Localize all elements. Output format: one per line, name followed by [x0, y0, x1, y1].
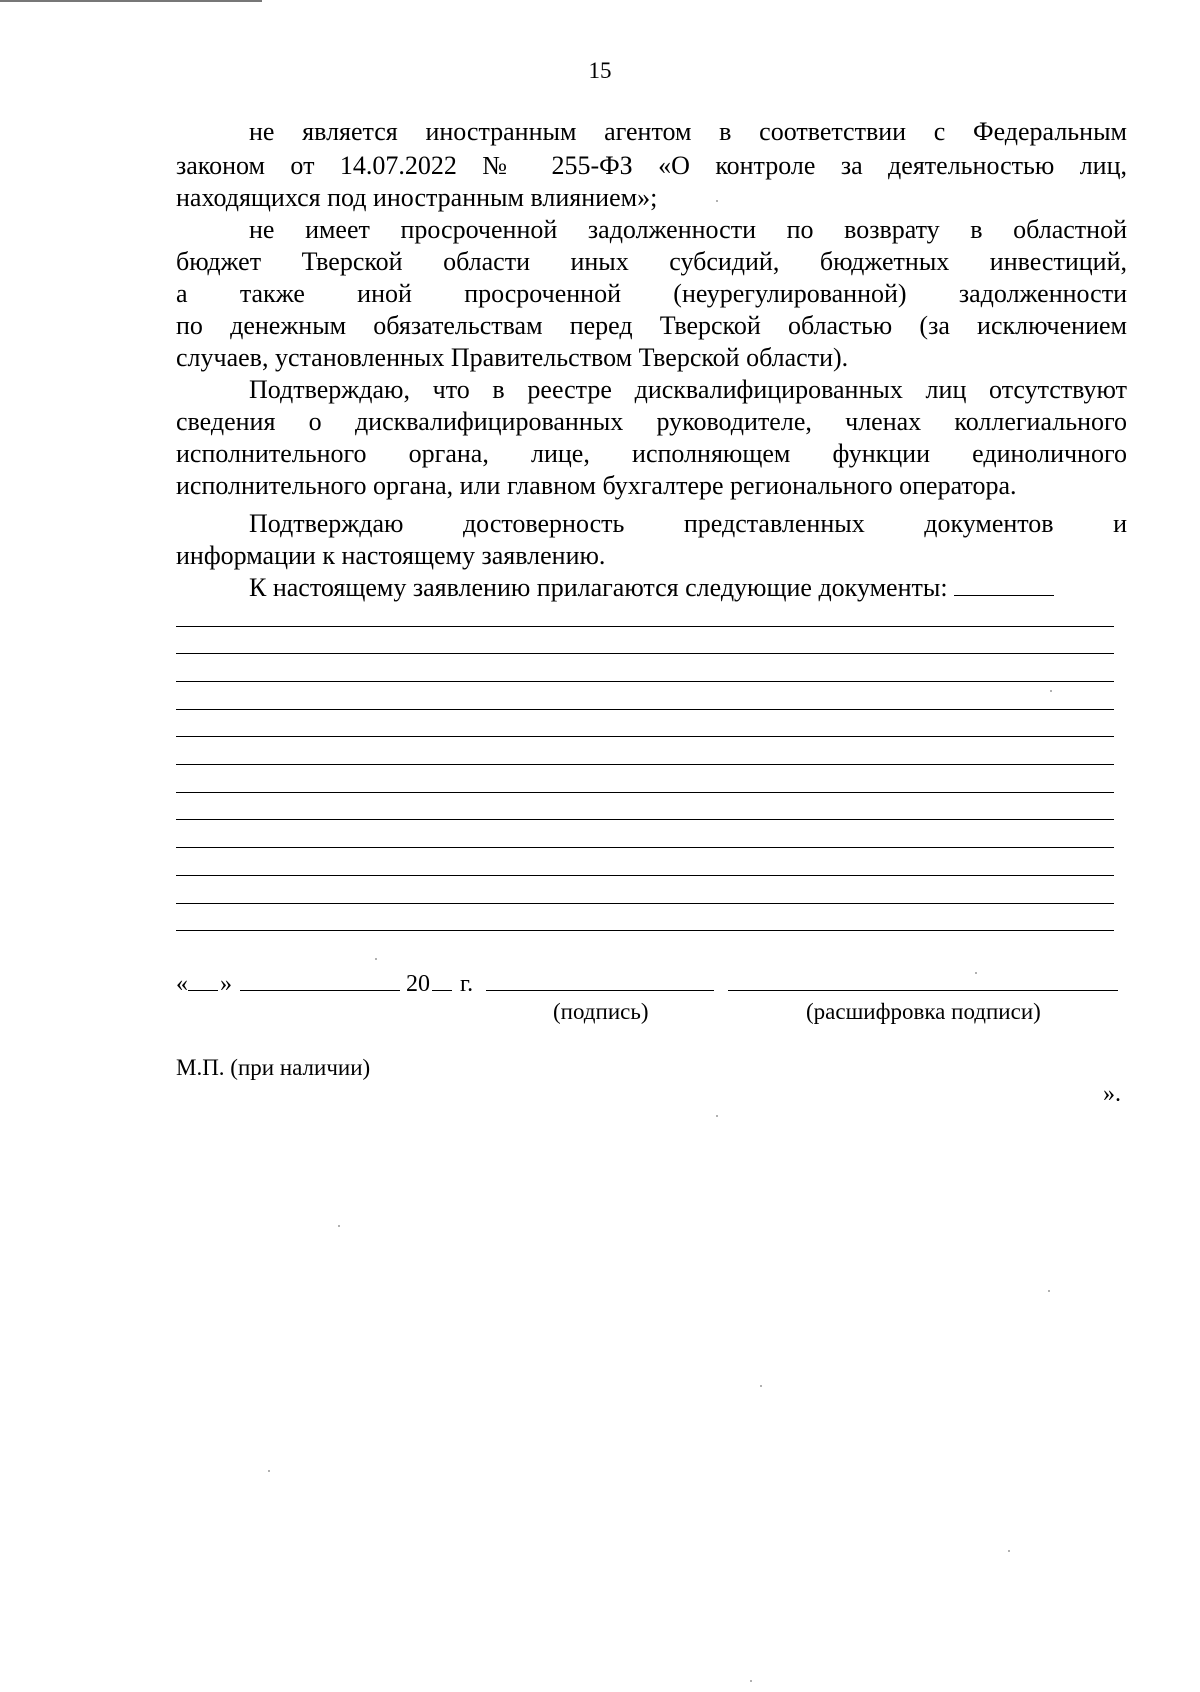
decoding-blank[interactable]: [728, 968, 1118, 991]
scan-speck: [750, 1680, 752, 1682]
page-number: 15: [588, 58, 612, 83]
quote-close: »: [220, 971, 232, 997]
closing-quote: ».: [1103, 1081, 1121, 1107]
scan-speck: [338, 1225, 340, 1227]
year-suffix: г.: [460, 971, 474, 997]
scan-speck: [760, 1385, 762, 1387]
blank-line-4[interactable]: [176, 709, 1114, 710]
paragraph-1-line-1: не является иностранным агентом в соответствии с Федеральным: [249, 117, 1127, 146]
signature-row: [176, 968, 1127, 1000]
seal-note: М.П. (при наличии): [176, 1055, 371, 1080]
blank-line-6[interactable]: [176, 764, 1114, 765]
quote-open: «: [176, 971, 188, 997]
paragraph-1-line-2: законом от 14.07.2022 № 255-ФЗ «О контроле за деятельностью лиц,: [176, 151, 1127, 180]
attachments-intro: [176, 572, 1127, 604]
scan-speck: [1050, 690, 1052, 692]
paragraph-2-line-3: а также иной просроченной (неурегулированной) задолженности: [176, 279, 1127, 308]
scan-speck: [1048, 1290, 1050, 1292]
decoding-caption: (расшифровка подписи): [806, 999, 1041, 1024]
blank-line-10[interactable]: [176, 875, 1114, 876]
paragraph-2-line-4: по денежным обязательствам перед Тверской областью (за исключением: [176, 311, 1127, 340]
blank-line-8[interactable]: [176, 819, 1114, 820]
top-edge-line: [0, 0, 262, 2]
paragraph-1-line-3: находящихся под иностранным влиянием»;: [176, 183, 658, 212]
scan-speck: [716, 200, 718, 202]
paragraph-3-line-1: Подтверждаю, что в реестре дисквалифицированных лиц отсутствуют: [249, 375, 1127, 404]
blank-line-7[interactable]: [176, 792, 1114, 793]
blank-line-2[interactable]: [176, 653, 1114, 654]
blank-line-11[interactable]: [176, 903, 1114, 904]
year-prefix: 20: [406, 971, 430, 997]
year-blank[interactable]: [432, 968, 452, 991]
paragraph-4-line-2: информации к настоящему заявлению.: [176, 541, 606, 570]
blank-line-1[interactable]: [176, 626, 1114, 627]
attachments-intro-text: К настоящему заявлению прилагаются следующие документы:: [249, 573, 948, 602]
blank-line-3[interactable]: [176, 681, 1114, 682]
paragraph-3-line-2: сведения о дисквалифицированных руководителе, членах коллегиального: [176, 407, 1127, 436]
signature-caption: (подпись): [553, 999, 649, 1024]
paragraph-2-line-2: бюджет Тверской области иных субсидий, бюджетных инвестиций,: [176, 247, 1127, 276]
blank-line-5[interactable]: [176, 736, 1114, 737]
paragraph-2-line-5: случаев, установленных Правительством Тверской области).: [176, 343, 849, 372]
paragraph-4-line-1: Подтверждаю достоверность представленных документов и: [249, 509, 1127, 538]
paragraph-2-line-1: не имеет просроченной задолженности по возврату в областной: [249, 215, 1127, 244]
scan-speck: [375, 958, 377, 960]
month-blank[interactable]: [240, 968, 400, 991]
day-blank[interactable]: [188, 968, 218, 991]
attachments-blank-line[interactable]: [954, 595, 1054, 596]
signature-blank[interactable]: [486, 968, 714, 991]
scan-speck: [1008, 1550, 1010, 1552]
scan-speck: [975, 972, 977, 974]
blank-line-9[interactable]: [176, 847, 1114, 848]
scan-speck: [716, 1115, 718, 1117]
blank-line-12[interactable]: [176, 930, 1114, 931]
scan-speck: [268, 1470, 270, 1472]
paragraph-3-line-3: исполнительного органа, лице, исполняющем функции единоличного: [176, 439, 1127, 468]
paragraph-3-line-4: исполнительного органа, или главном бухгалтере регионального оператора.: [176, 471, 1017, 500]
